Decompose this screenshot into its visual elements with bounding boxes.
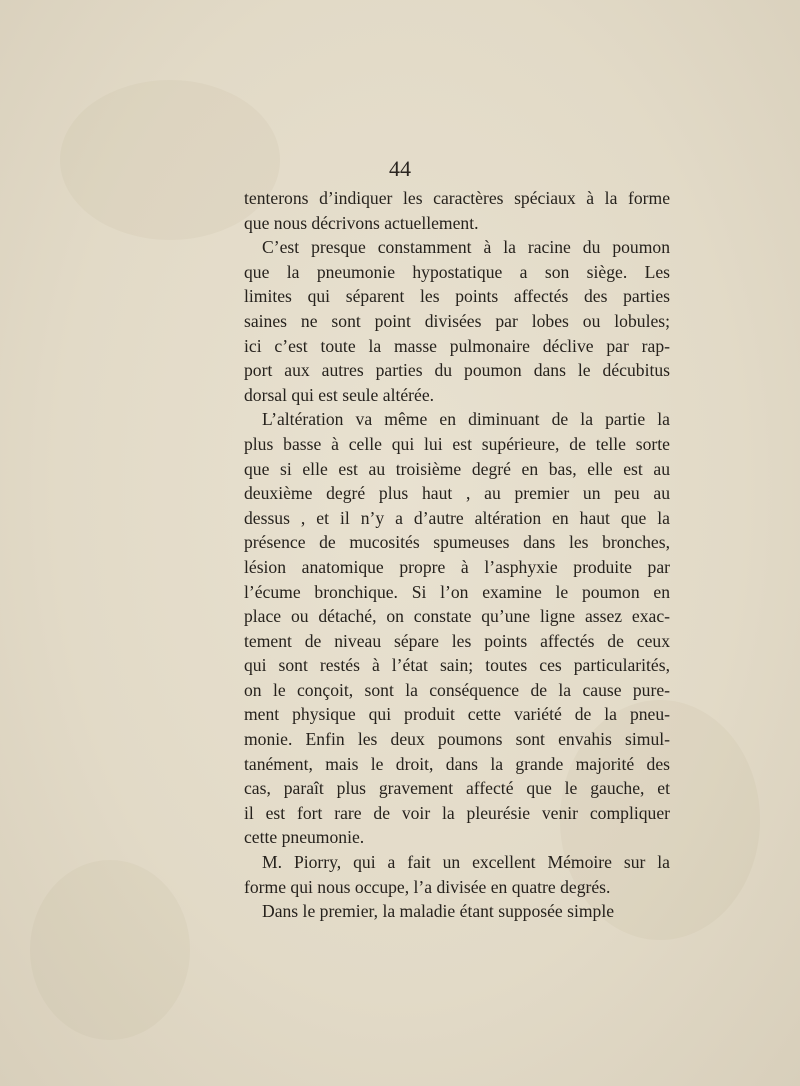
text-line: C’est presque constamment à la racine du poumon xyxy=(262,237,670,258)
body-text xyxy=(244,186,670,924)
text-line: M. Piorry, qui a fait un excellent Mémoire sur la xyxy=(262,852,670,873)
text-line: limites qui séparent les points affectés des parties xyxy=(244,286,670,307)
text-line: que nous décrivons actuellement. xyxy=(244,212,479,233)
text-line: dessus , et il n’y a d’autre altération en haut que la xyxy=(244,507,670,528)
text-line: deuxième degré plus haut , au premier un peu au xyxy=(244,483,670,504)
text-line: saines ne sont point divisées par lobes ou lobules; xyxy=(244,310,670,331)
text-line: Dans le premier, la maladie étant supposée simple xyxy=(262,901,615,922)
text-line: forme qui nous occupe, l’a divisée en quatre degrés. xyxy=(244,876,611,897)
text-line: que si elle est au troisième degré en bas, elle est au xyxy=(244,458,670,479)
text-line: tenterons d’indiquer les caractères spéciaux à la forme xyxy=(244,188,670,208)
text-line: présence de mucosités spumeuses dans les bronches, xyxy=(244,532,670,553)
text-line: que la pneumonie hypostatique a son siège. Les xyxy=(244,261,670,282)
text-line: qui sont restés à l’état sain; toutes ces particularités, xyxy=(244,655,670,676)
page-number: 44 xyxy=(389,156,411,181)
text-line: cas, paraît plus gravement affecté que le gauche, et xyxy=(244,778,670,799)
text-line: on le conçoit, sont la conséquence de la cause pure- xyxy=(244,679,670,700)
text-line: lésion anatomique propre à l’asphyxie produite par xyxy=(244,556,670,577)
text-line: ici c’est toute la masse pulmonaire déclive par rap- xyxy=(244,335,670,356)
text-line: cette pneumonie. xyxy=(244,827,365,848)
paragraph xyxy=(244,235,670,407)
text-line: monie. Enfin les deux poumons sont envahis simul- xyxy=(244,729,670,750)
text-line: ment physique qui produit cette variété de la pneu- xyxy=(244,704,670,725)
paragraph xyxy=(244,850,670,899)
text-line: L’altération va même en diminuant de la partie la xyxy=(262,409,670,430)
paragraph xyxy=(244,186,670,235)
text-line: plus basse à celle qui lui est supérieure, de telle sorte xyxy=(244,433,670,454)
text-line: dorsal qui est seule altérée. xyxy=(244,384,435,405)
text-line: il est fort rare de voir la pleurésie venir compliquer xyxy=(244,802,670,823)
paper-stain xyxy=(30,860,190,1040)
paragraph xyxy=(244,899,670,924)
text-line: port aux autres parties du poumon dans le décubitus xyxy=(244,360,670,381)
text-line: tanément, mais le droit, dans la grande majorité des xyxy=(244,753,670,774)
text-line: l’écume bronchique. Si l’on examine le poumon en xyxy=(244,581,670,602)
text-line: place ou détaché, on constate qu’une ligne assez exac- xyxy=(244,606,670,627)
paragraph xyxy=(244,407,670,850)
text-line: tement de niveau sépare les points affectés de ceux xyxy=(244,630,670,651)
